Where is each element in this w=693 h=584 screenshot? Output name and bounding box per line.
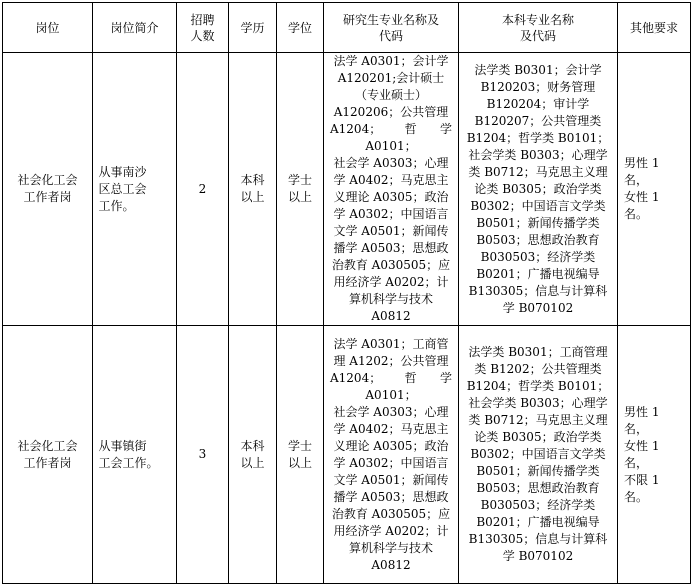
major-line: 法学类 B0301；会计学 [474, 62, 602, 77]
major-line: B0501；新闻传播学类 [476, 464, 600, 478]
cell-intro [93, 53, 177, 326]
cell-line: 学士 [287, 173, 312, 187]
major-line: 播学 A0503；思想政 [333, 489, 449, 504]
major-line: B120203；财务管理 [480, 79, 596, 94]
table-row [3, 53, 691, 326]
header-recruit-count [177, 3, 229, 53]
major-line: 治教育 A030505；应 [331, 258, 451, 272]
cell-count: 2 [177, 53, 229, 326]
cell-education [229, 53, 277, 326]
major-line: 文学 A0501；新闻传 [333, 224, 449, 238]
major-line: B0503；思想政治教育 [476, 481, 600, 495]
major-line: A0812 [371, 557, 411, 572]
major-line: B030503；经济学类 [480, 249, 596, 264]
cell-intro [93, 326, 177, 584]
header-position: 岗位 [3, 3, 93, 53]
table-row [3, 326, 691, 584]
major-line: B030503；经济学类 [480, 498, 596, 512]
graduate-major-list [330, 336, 452, 574]
header-undergrad-major [459, 3, 618, 53]
major-line: B0201；广播电视编导 [476, 266, 600, 281]
major-line: 学 B070102 [502, 300, 574, 315]
cell-line: 女性 1 名， [624, 438, 660, 470]
cell-line: 以上 [240, 190, 265, 204]
cell-position [3, 326, 93, 584]
cell-other-requirements [618, 326, 691, 584]
major-line: 类 B0712；马克思主义理 [468, 413, 608, 427]
cell-line: 工作者岗 [23, 190, 72, 204]
header-intro: 岗位简介 [93, 3, 177, 53]
major-line: （专业硕士） [354, 88, 427, 102]
major-line: 算机科学与技术 [348, 292, 433, 306]
major-line: B0503；思想政治教育 [476, 232, 600, 247]
cell-line: 本科 [240, 173, 265, 187]
major-line: 社会学类 B0303；心理学 [468, 396, 608, 410]
major-line: 学 A0302；中国语言 [333, 455, 449, 470]
major-line: 治教育 A030505；应 [331, 506, 451, 521]
cell-undergrad-majors [459, 326, 618, 584]
cell-degree [277, 53, 324, 326]
header-other-requirements: 其他要求 [618, 3, 691, 53]
header-row [3, 3, 691, 53]
cell-line: 社会化工会 [17, 438, 78, 453]
major-line: B0302；中国语言文学类 [470, 447, 606, 461]
cell-line: 男性 1 名， [624, 404, 660, 436]
major-line: 用经济学 A0202；计 [333, 275, 449, 289]
major-line: 论类 B0305；政治学类 [474, 430, 602, 444]
cell-line: 工作。 [98, 198, 135, 213]
cell-line: 以上 [287, 455, 312, 470]
cell-position [3, 53, 93, 326]
major-line: 法学 A0301；会计学 [333, 54, 449, 68]
major-line: B1204；哲学类 B0101； [466, 130, 610, 145]
major-line: 论类 B0305；政治学类 [474, 181, 602, 196]
cell-line: 从事南沙 [98, 164, 147, 179]
cell-line: 男性 1 名， [624, 156, 660, 187]
major-line: B0201；广播电视编导 [476, 515, 600, 529]
major-line: B1204；哲学类 B0101； [466, 379, 610, 393]
major-line: A120201;会计硕士 [337, 71, 445, 85]
cell-line: 女性 1 名。 [624, 190, 660, 221]
cell-line: 学士 [287, 438, 312, 453]
graduate-major-list [330, 53, 452, 325]
cell-line: 区总工会 [98, 181, 147, 196]
cell-graduate-majors [324, 53, 459, 326]
cell-line: 本科 [240, 438, 265, 453]
major-line: B130305；信息与计算科 [468, 532, 608, 546]
major-line: 社会学 A0303；心理 [333, 156, 449, 170]
major-line: 类 B0712；马克思主义理 [468, 164, 608, 179]
major-line: 学 A0402；马克思主 [333, 421, 449, 436]
header-graduate-major [324, 3, 459, 53]
major-line: 社会学类 B0303；心理学 [468, 147, 608, 162]
header-graduate-line: 研究生专业名称及 [342, 12, 439, 27]
major-line: 法学 A0301；工商管 [333, 336, 449, 351]
major-line: A1204；哲学 A0101； [330, 370, 452, 402]
major-line: B130305；信息与计算科 [468, 283, 608, 298]
cell-education [229, 326, 277, 584]
major-line: B0302；中国语言文学类 [470, 198, 606, 213]
major-line: 用经济学 A0202；计 [333, 523, 449, 538]
header-recruit-line: 人数 [190, 28, 215, 43]
major-line: B120207；公共管理类 [474, 113, 602, 128]
major-line: 学 A0302；中国语言 [333, 207, 449, 221]
major-line: 学 A0402；马克思主 [333, 173, 449, 187]
cell-line: 从事镇街 [98, 438, 147, 453]
major-line: B120204；审计学 [486, 96, 590, 111]
cell-graduate-majors [324, 326, 459, 584]
major-line: 法学类 B0301；工商管理 [468, 345, 608, 359]
major-line: 播学 A0503；思想政 [333, 241, 449, 255]
major-line: 社会学 A0303；心理 [333, 404, 449, 419]
major-line: 义理论 A0305；政治 [333, 438, 449, 453]
major-line: 义理论 A0305；政治 [333, 190, 449, 204]
cell-count: 3 [177, 326, 229, 584]
header-undergrad-line: 及代码 [519, 28, 556, 43]
cell-undergrad-majors [459, 53, 618, 326]
major-line: 算机科学与技术 [348, 540, 433, 555]
cell-line: 以上 [240, 455, 265, 470]
major-line: 学 B070102 [502, 549, 574, 563]
major-line: A0812 [371, 309, 411, 323]
major-line: A120206；公共管理 [333, 105, 449, 119]
major-line: A1204；哲学 A0101； [330, 122, 452, 153]
major-line: 文学 A0501；新闻传 [333, 472, 449, 487]
cell-line: 工作者岗 [23, 455, 72, 470]
undergrad-major-list [466, 62, 610, 317]
major-line: 理 A1202；公共管理 [333, 353, 449, 368]
cell-line: 社会化工会 [17, 173, 78, 187]
cell-line: 不限 1 名。 [624, 472, 660, 504]
major-line: B0501；新闻传播学类 [476, 215, 600, 230]
cell-other-requirements [618, 53, 691, 326]
major-line: 类 B1202；公共管理类 [474, 362, 602, 376]
cell-line: 以上 [287, 190, 312, 204]
header-undergrad-line: 本科专业名称 [501, 12, 574, 27]
header-graduate-line: 代码 [378, 28, 403, 43]
cell-degree [277, 326, 324, 584]
header-education: 学历 [229, 3, 277, 53]
header-recruit-line: 招聘 [190, 12, 215, 27]
header-degree: 学位 [277, 3, 324, 53]
recruitment-table [2, 2, 691, 584]
undergrad-major-list [466, 344, 610, 565]
cell-line: 工会工作。 [98, 455, 159, 470]
